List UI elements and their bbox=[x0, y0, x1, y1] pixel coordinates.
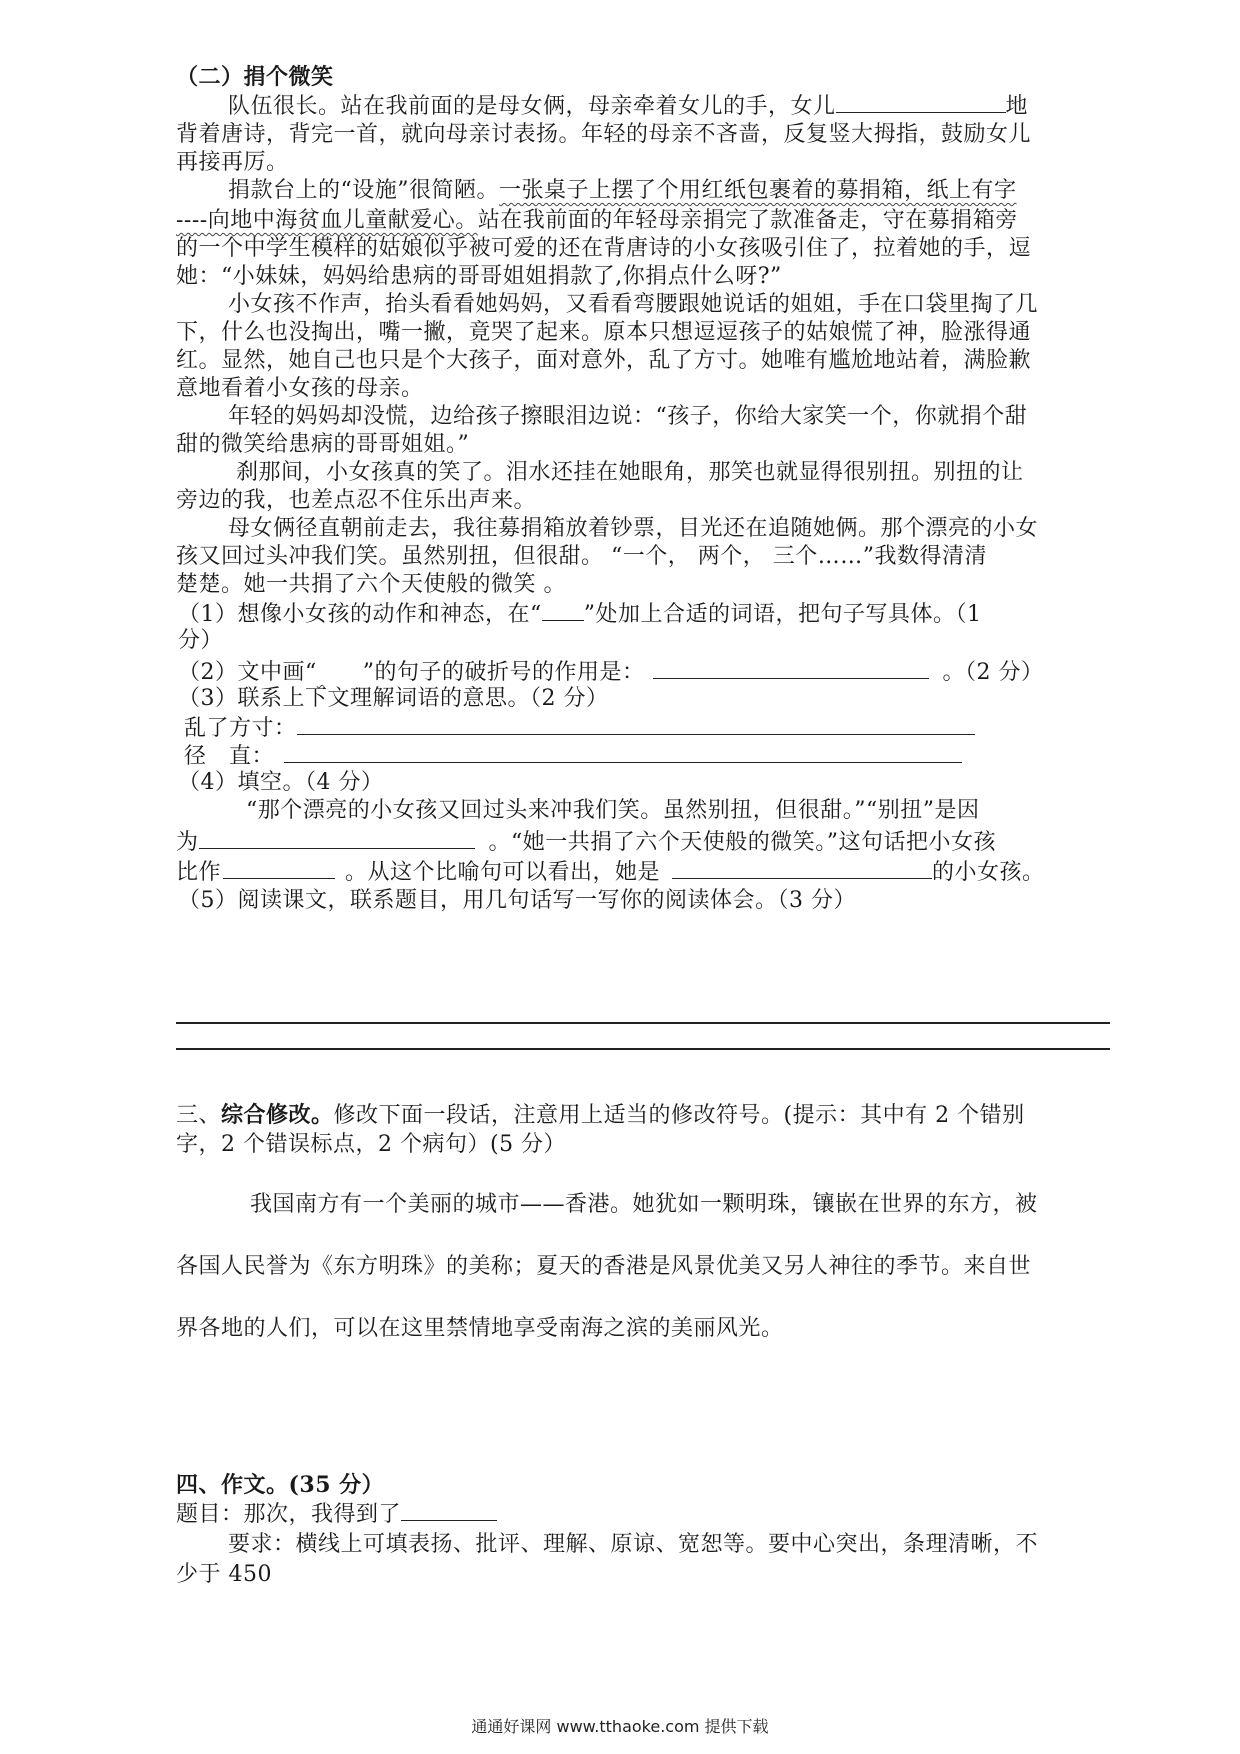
section-3-heading-cont: 字，2 个错误标点，2 个病句）(5 分） bbox=[176, 1132, 567, 1157]
answer-line[interactable] bbox=[176, 1048, 1110, 1050]
paragraph-line: 我国南方有一个美丽的城市——香港。她犹如一颗明珠，镶嵌在世界的东方，被 bbox=[250, 1192, 1038, 1217]
answer-blank[interactable] bbox=[653, 656, 929, 679]
paragraph-line: 母女俩径直朝前走去，我往募捐箱放着钞票，目光还在追随她俩。那个漂亮的小女 bbox=[228, 516, 1039, 541]
paragraph-line: 红。显然，她自己也只是个大孩子，面对意外，乱了方寸。她唯有尴尬地站着，满脸歉 bbox=[176, 348, 1032, 373]
essay-topic: 题目：那次，我得到了 bbox=[176, 1498, 497, 1530]
paragraph-line: 的一个中学生模样的姑娘似乎被可爱的还在背唐诗的小女孩吸引住了，拉着她的手，逗 bbox=[176, 236, 1032, 261]
question-3: （3）联系上下文理解词语的意思。（2 分） bbox=[178, 686, 609, 711]
answer-blank[interactable] bbox=[672, 856, 932, 879]
paragraph-line: 小女孩不作声，抬头看看她妈妈，又看看弯腰跟她说话的姐姐，手在口袋里掏了几 bbox=[228, 292, 1039, 317]
question-4-line: 为 。“她一共捐了六个天使般的微笑。”这句话把小女孩 bbox=[176, 826, 996, 858]
question-5: （5）阅读课文，联系题目，用几句话写一写你的阅读体会。（3 分） bbox=[178, 888, 856, 913]
question-1: （1）想像小女孩的动作和神态，在“ ”处加上合适的词语，把句子写具体。（1 bbox=[178, 598, 982, 630]
answer-blank[interactable] bbox=[542, 598, 584, 621]
paragraph-line: 刹那间，小女孩真的笑了。泪水还挂在她眼角，那笑也就显得很别扭。别扭的让 bbox=[236, 460, 1024, 485]
paragraph-line: 下，什么也没掏出，嘴一撇，竟哭了起来。原本只想逗逗孩子的姑娘慌了神，脸涨得通 bbox=[176, 320, 1032, 345]
paragraph-line: ----向地中海贫血儿童献爱心。站在我前面的年轻母亲捐完了款准备走，守在募捐箱旁 bbox=[176, 208, 1018, 233]
paragraph-line: 年轻的妈妈却没慌，边给孩子擦眼泪边说：“孩子，你给大家笑一个，你就捐个甜 bbox=[228, 404, 1028, 429]
paragraph-line: 背着唐诗，背完一首，就向母亲讨表扬。年轻的母亲不吝啬，反复竖大拇指，鼓励女儿 bbox=[176, 122, 1032, 147]
question-4-line: “那个漂亮的小女孩又回过头来冲我们笑。虽然别扭，但很甜。”“别扭”是因 bbox=[246, 798, 980, 823]
paragraph-line: 孩又回过头冲我们笑。虽然别扭，但很甜。 “一个， 两个， 三个……”我数得清清 bbox=[176, 544, 987, 569]
answer-blank[interactable] bbox=[836, 90, 1006, 113]
wavy-underlined-sentence: 一张桌子上摆了个用红纸包裹着的募捐箱，纸上有字 bbox=[499, 178, 1017, 203]
question-3a: 乱了方寸： bbox=[184, 712, 975, 744]
question-2: （2）文中画“ ”的句子的破折号的作用是： 。（2 分） bbox=[178, 656, 1044, 688]
question-4: （4）填空。（4 分） bbox=[178, 770, 384, 795]
section-4-title: 四、作文。(35 分） bbox=[176, 1472, 385, 1498]
answer-blank[interactable] bbox=[199, 826, 475, 849]
paragraph-line: 楚楚。她一共捐了六个天使般的微笑 。 bbox=[176, 572, 566, 597]
question-4-line: 比作 。从这个比喻句可以看出，她是 的小女孩。 bbox=[176, 856, 1045, 888]
answer-blank[interactable] bbox=[297, 712, 975, 735]
paragraph-line: 甜的微笑给患病的哥哥姐姐。” bbox=[176, 432, 470, 457]
paragraph-line: 各国人民誉为《东方明珠》的美称；夏天的香港是风景优美又另人神往的季节。来自世 bbox=[176, 1254, 1032, 1279]
paragraph-line: 捐款台上的“设施”很简陋。一张桌子上摆了个用红纸包裹着的募捐箱，纸上有字 bbox=[228, 178, 1017, 203]
paragraph-line: 队伍很长。站在我前面的是母女俩，母亲牵着女儿的手，女儿 地 bbox=[228, 90, 1028, 122]
question-1-cont: 分） bbox=[178, 628, 224, 653]
footer-text: 通通好课网 www.tthaoke.com 提供下载 bbox=[471, 1717, 769, 1736]
essay-requirement-cont: 少于 450 bbox=[176, 1562, 272, 1587]
paragraph-line: 再接再厉。 bbox=[176, 150, 289, 175]
answer-blank[interactable] bbox=[284, 740, 962, 763]
answer-line[interactable] bbox=[176, 1022, 1110, 1024]
answer-blank[interactable] bbox=[401, 1498, 497, 1521]
paragraph-line: 意地看着小女孩的母亲。 bbox=[176, 376, 424, 401]
paragraph-line: 界各地的人们，可以在这里禁情地享受南海之滨的美丽风光。 bbox=[176, 1316, 784, 1341]
section-3-heading: 三、综合修改。修改下面一段话，注意用上适当的修改符号。(提示：其中有 2 个错别 bbox=[176, 1102, 1025, 1128]
paragraph-line: 旁边的我，也差点忍不住乐出声来。 bbox=[176, 488, 537, 513]
section-title: （二）捐个微笑 bbox=[176, 64, 334, 90]
answer-blank[interactable] bbox=[223, 856, 335, 879]
question-3b: 径 直： bbox=[184, 740, 962, 772]
essay-requirement: 要求：横线上可填表扬、批评、理解、原谅、宽恕等。要中心突出，条理清晰，不 bbox=[228, 1532, 1039, 1557]
paragraph-line: 她：“小妹妹，妈妈给患病的哥哥姐姐捐款了,你捐点什么呀?” bbox=[176, 264, 782, 289]
wavy-underlined-sentence: ----向地中海贫血儿童献爱心。 bbox=[176, 208, 478, 233]
